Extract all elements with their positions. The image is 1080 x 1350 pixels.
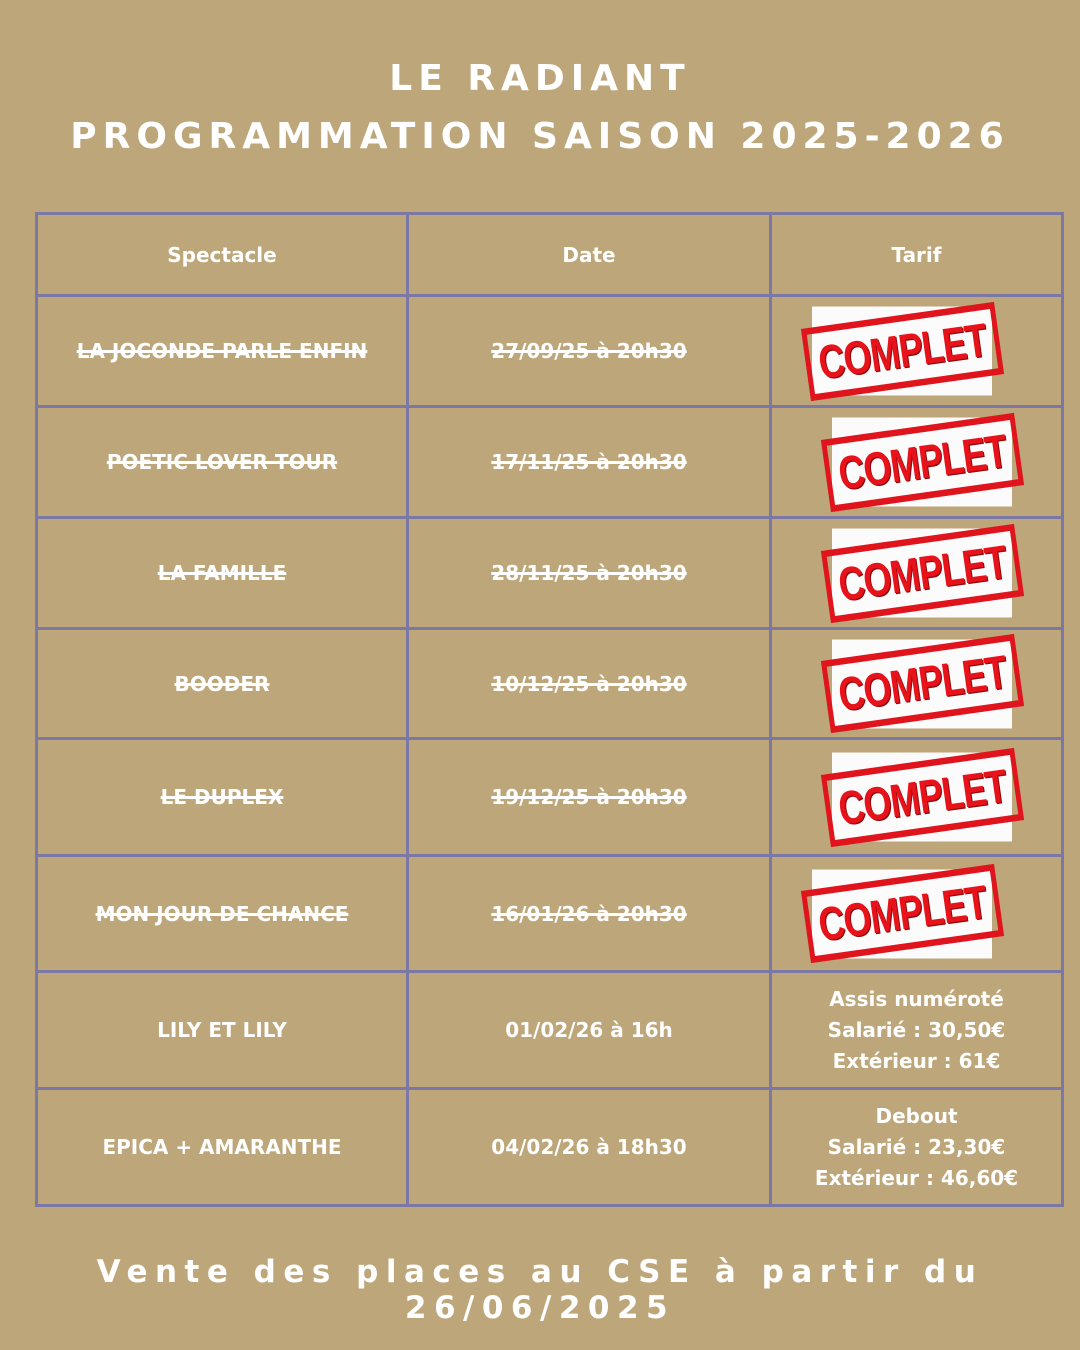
tarif-cell bbox=[771, 856, 1063, 972]
tarif-line: Salarié : 30,50€ bbox=[827, 1017, 1006, 1042]
show-date: 16/01/26 à 20h30 bbox=[491, 901, 687, 926]
sales-notice: Vente des places au CSE à partir du 26/06/2025 bbox=[96, 1254, 984, 1326]
spectacle-cell bbox=[37, 296, 408, 407]
complet-label: COMPLET bbox=[800, 301, 1003, 400]
spectacle-cell bbox=[37, 1089, 408, 1206]
spectacle-cell bbox=[37, 407, 408, 518]
date-cell bbox=[408, 296, 771, 407]
complet-stamp bbox=[832, 529, 1012, 618]
tarif-line: Extérieur : 61€ bbox=[832, 1048, 1001, 1073]
spectacle-name: EPICA + AMARANTHE bbox=[102, 1135, 342, 1159]
spectacle-name: LILY ET LILY bbox=[157, 1018, 287, 1042]
tarif-cell bbox=[771, 1089, 1063, 1206]
date-cell bbox=[408, 629, 771, 739]
tarif-cell bbox=[771, 407, 1063, 518]
table-row bbox=[37, 1089, 1063, 1206]
tarif-line: Salarié : 23,30€ bbox=[827, 1134, 1006, 1159]
date-cell bbox=[408, 856, 771, 972]
complet-stamp bbox=[832, 753, 1012, 842]
spectacle-cell bbox=[37, 739, 408, 856]
complet-label: COMPLET bbox=[820, 747, 1023, 846]
tarif-cell bbox=[771, 739, 1063, 856]
date-cell bbox=[408, 1089, 771, 1206]
date-cell bbox=[408, 407, 771, 518]
tarif-line: Extérieur : 46,60€ bbox=[814, 1165, 1019, 1190]
table-row bbox=[37, 972, 1063, 1089]
show-date: 10/12/25 à 20h30 bbox=[491, 671, 687, 696]
show-date: 19/12/25 à 20h30 bbox=[491, 785, 687, 809]
spectacle-name: LA JOCONDE PARLE ENFIN bbox=[76, 339, 368, 363]
complet-stamp bbox=[812, 869, 992, 958]
venue-title: LE RADIANT bbox=[389, 58, 691, 99]
table-row bbox=[37, 518, 1063, 629]
complet-label: COMPLET bbox=[820, 412, 1023, 511]
show-date: 27/09/25 à 20h30 bbox=[491, 339, 687, 363]
spectacle-name: POETIC LOVER TOUR bbox=[106, 450, 338, 474]
spectacle-name: LA FAMILLE bbox=[157, 561, 287, 585]
tarif-cell bbox=[771, 972, 1063, 1089]
date-cell bbox=[408, 739, 771, 856]
show-date: 17/11/25 à 20h30 bbox=[491, 450, 687, 474]
spectacle-cell bbox=[37, 629, 408, 739]
date-cell bbox=[408, 972, 771, 1089]
spectacle-name: BOODER bbox=[174, 671, 270, 696]
table-row bbox=[37, 856, 1063, 972]
table-row bbox=[37, 629, 1063, 739]
spectacle-cell bbox=[37, 856, 408, 972]
complet-stamp bbox=[812, 307, 992, 396]
header-tarif: Tarif bbox=[771, 214, 1063, 296]
tarif-cell bbox=[771, 296, 1063, 407]
complet-stamp bbox=[832, 418, 1012, 507]
complet-label: COMPLET bbox=[820, 634, 1023, 733]
show-date: 28/11/25 à 20h30 bbox=[491, 561, 687, 585]
complet-label: COMPLET bbox=[820, 523, 1023, 622]
season-title: PROGRAMMATION SAISON 2025-2026 bbox=[70, 116, 1010, 157]
show-date: 04/02/26 à 18h30 bbox=[491, 1135, 687, 1159]
spectacle-name: LE DUPLEX bbox=[160, 785, 284, 809]
spectacle-cell bbox=[37, 518, 408, 629]
tarif-line: Debout bbox=[875, 1103, 958, 1128]
tarif-cell bbox=[771, 629, 1063, 739]
tarif-line: Assis numéroté bbox=[829, 986, 1004, 1011]
header-date: Date bbox=[408, 214, 771, 296]
table-row bbox=[37, 296, 1063, 407]
spectacle-name: MON JOUR DE CHANCE bbox=[95, 901, 349, 926]
complet-label: COMPLET bbox=[800, 864, 1003, 963]
programme-table bbox=[35, 212, 1064, 1207]
header-spectacle: Spectacle bbox=[37, 214, 408, 296]
table-row bbox=[37, 739, 1063, 856]
date-cell bbox=[408, 518, 771, 629]
spectacle-cell bbox=[37, 972, 408, 1089]
show-date: 01/02/26 à 16h bbox=[505, 1018, 673, 1042]
tarif-cell bbox=[771, 518, 1063, 629]
table-row bbox=[37, 407, 1063, 518]
complet-stamp bbox=[832, 639, 1012, 728]
